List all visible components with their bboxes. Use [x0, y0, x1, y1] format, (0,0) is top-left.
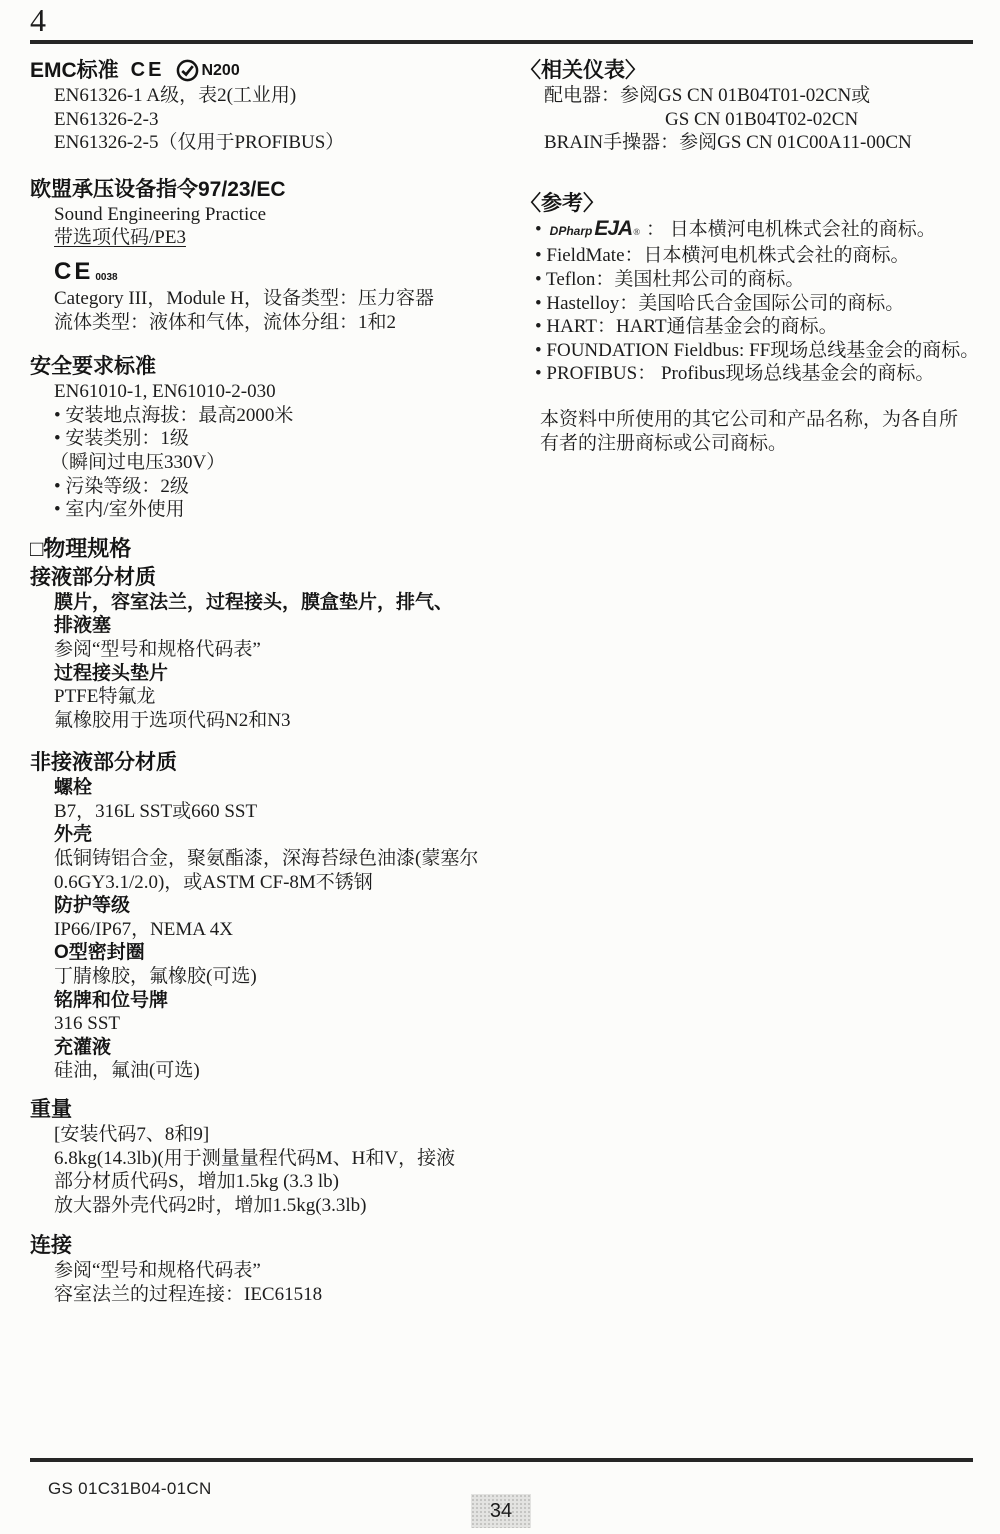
- wetted-heading: 接液部分材质: [30, 565, 156, 589]
- section-weight: [30, 1096, 502, 1217]
- trademark-item: • Hastelloy：美国哈氏合金国际公司的商标。: [535, 292, 905, 314]
- registered-trademark-icon: ®: [633, 226, 641, 237]
- nameplate-material: 316 SST: [54, 1013, 120, 1035]
- ce-mark-icon: CE: [130, 59, 165, 81]
- trademark-item: • FieldMate：日本横河电机株式会社的商标。: [535, 245, 910, 267]
- header-rule: [30, 40, 973, 44]
- trademark-item: • FOUNDATION Fieldbus: FF现场总线基金会的商标。: [535, 339, 980, 361]
- bolts-heading: 螺栓: [54, 777, 93, 799]
- safety-note: （瞬间过电压330V）: [50, 451, 226, 473]
- subsection-nonwetted-materials: [30, 749, 502, 1083]
- section-reference: [520, 190, 988, 455]
- housing-material: 0.6GY3.1/2.0)，或ASTM CF-8M不锈钢: [54, 871, 373, 893]
- eja-description: ： 日本横河电机株式会社的商标。: [646, 218, 936, 240]
- trademark-item-dpharp-eja: [520, 217, 988, 245]
- footer-rule: [30, 1458, 973, 1462]
- safety-heading: 安全要求标准: [30, 355, 156, 379]
- footer-page-badge: 34: [471, 1494, 531, 1528]
- connection-line: 参阅“型号和规格代码表”: [54, 1260, 261, 1282]
- subsection-wetted-materials: [30, 564, 502, 733]
- ped-category: Category III，Module H，设备类型：压力容器: [54, 287, 434, 309]
- wetted-refer: 参阅“型号和规格代码表”: [54, 638, 261, 660]
- safety-standards: EN61010-1, EN61010-2-030: [54, 381, 276, 403]
- ped-practice: Sound Engineering Practice: [54, 203, 267, 225]
- emc-line: EN61326-2-3: [54, 108, 159, 130]
- rcm-mark: [176, 59, 239, 82]
- ped-fluid: 流体类型：液体和气体，流体分组：1和2: [54, 311, 397, 333]
- oring-heading: O型密封圈: [54, 942, 145, 964]
- safety-bullet: • 安装地点海拔：最高2000米: [54, 404, 294, 426]
- section-related-instruments: [520, 57, 988, 155]
- weight-line: [安装代码7、8和9]: [54, 1124, 210, 1145]
- related-distributor: 配电器：参阅GS CN 01B04T01-02CN或: [544, 85, 871, 106]
- related-heading: 〈相关仪表〉: [520, 59, 646, 82]
- weight-line: 部分材质代码S，增加1.5kg (3.3 lb): [54, 1171, 340, 1193]
- connection-line: 容室法兰的过程连接：IEC61518: [54, 1283, 323, 1305]
- emc-heading: EMC标准: [30, 59, 119, 82]
- physical-heading: □物理规格: [30, 535, 132, 561]
- safety-bullet: • 污染等级：2级: [54, 475, 189, 497]
- related-distributor-doc: GS CN 01B04T02-02CN: [665, 108, 859, 130]
- left-column: [30, 52, 502, 1307]
- bullet: •: [535, 218, 542, 240]
- section-pressure-directive: [30, 176, 502, 334]
- connection-heading: 连接: [30, 1234, 72, 1258]
- weight-line: 6.8kg(14.3lb)(用于测量量程代码M、H和V，接液: [54, 1147, 456, 1169]
- protection-heading: 防护等级: [54, 895, 131, 917]
- page-number: 4: [30, 2, 46, 38]
- right-column: [520, 52, 988, 455]
- wetted-parts: 排液塞: [54, 615, 112, 637]
- trademark-item: • Teflon：美国杜邦公司的商标。: [535, 268, 805, 290]
- oring-material: 丁腈橡胶，氟橡胶(可选): [54, 966, 257, 988]
- nameplate-heading: 铭牌和位号牌: [54, 989, 169, 1011]
- trademark-item: • HART：HART通信基金会的商标。: [535, 316, 838, 338]
- weight-line: 放大器外壳代码2时，增加1.5kg(3.3lb): [54, 1194, 367, 1216]
- rcm-mark-label: N200: [201, 61, 240, 79]
- weight-heading: 重量: [30, 1098, 72, 1121]
- trademark-item: • PROFIBUS： Profibus现场总线基金会的商标。: [535, 363, 935, 385]
- housing-material: 低铜铸铝合金，聚氨酯漆，深海苔绿色油漆(蒙塞尔: [54, 848, 479, 870]
- section-physical-specs: [30, 535, 502, 1083]
- ce-0038-mark: [54, 255, 502, 285]
- ce-0038-number: 0038: [95, 271, 118, 283]
- section-emc-standard: [30, 57, 502, 155]
- fill-material: 硅油，氟油(可选): [54, 1060, 200, 1082]
- protection-rating: IP66/IP67，NEMA 4X: [54, 918, 233, 940]
- emc-line: EN61326-2-5（仅用于PROFIBUS）: [54, 132, 345, 154]
- bolts-material: B7，316L SST或660 SST: [54, 800, 258, 822]
- reference-heading: 〈参考〉: [520, 191, 604, 215]
- trademark-note: 本资料中所使用的其它公司和产品名称，为各自所 有者的注册商标或公司商标。: [540, 408, 959, 454]
- gasket-material: 氟橡胶用于选项代码N2和N3: [54, 709, 291, 731]
- related-brain-terminal: BRAIN手操器：参阅GS CN 01C00A11-00CN: [544, 132, 912, 154]
- document-number: GS 01C31B04-01CN: [48, 1479, 212, 1498]
- housing-heading: 外壳: [54, 824, 93, 846]
- gasket-material: PTFE特氟龙: [54, 686, 156, 708]
- section-connection: [30, 1232, 502, 1306]
- wetted-parts: 膜片，容室法兰，过程接头，膜盒垫片，排气、: [54, 591, 454, 613]
- fill-heading: 充灌液: [54, 1036, 112, 1058]
- nonwetted-heading: 非接液部分材质: [30, 751, 177, 775]
- safety-bullet: • 安装类别：1级: [54, 428, 189, 450]
- gasket-heading: 过程接头垫片: [54, 662, 169, 684]
- section-safety-requirements: [30, 353, 502, 522]
- safety-bullet: • 室内/室外使用: [54, 499, 185, 521]
- ped-heading: 欧盟承压设备指令97/23/EC: [30, 177, 286, 201]
- ped-pe3-option: 带选项代码/PE3: [54, 227, 186, 249]
- ce-0038-icon: CE: [54, 257, 94, 285]
- dpharp-eja-logo: DPharp EJA ®: [550, 217, 640, 245]
- emc-line: EN61326-1 A级，表2(工业用): [54, 85, 297, 106]
- rcm-check-circle-icon: [176, 59, 199, 82]
